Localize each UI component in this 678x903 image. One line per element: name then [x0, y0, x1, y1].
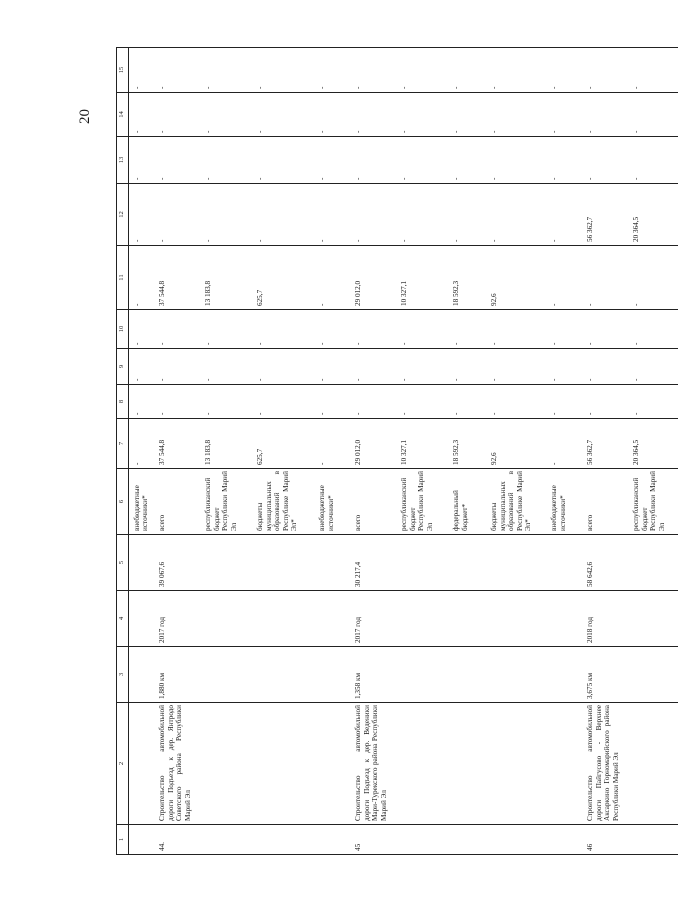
table-cell: -: [546, 385, 582, 419]
table-cell: -: [546, 137, 582, 184]
table-cell: внебюджетные источники*: [546, 469, 582, 535]
table-cell: -: [154, 93, 200, 137]
table-cell: [314, 703, 350, 825]
table-cell: 2017 год: [350, 591, 396, 647]
table-cell: [200, 535, 252, 591]
table-row: [628, 48, 678, 855]
table-cell: -: [350, 137, 396, 184]
table-cell: -: [200, 385, 252, 419]
table-cell: [314, 647, 350, 703]
table-cell: [546, 703, 582, 825]
table-cell: -: [350, 310, 396, 349]
table-header-row: [117, 48, 129, 855]
table-cell: -: [546, 419, 582, 469]
table-cell: [200, 703, 252, 825]
table-row: [128, 48, 154, 855]
table-cell: -: [350, 184, 396, 246]
table-cell: 625,7: [252, 419, 314, 469]
table-cell: 625,7: [252, 246, 314, 310]
table-cell: 30 217,4: [350, 535, 396, 591]
table-cell: [128, 535, 154, 591]
column-number-3: 3: [117, 647, 129, 703]
table-cell: -: [582, 310, 628, 349]
table-cell: -: [128, 93, 154, 137]
table-cell: [396, 825, 448, 855]
table-cell: [448, 591, 486, 647]
table-cell: -: [154, 48, 200, 93]
table-cell: -: [128, 246, 154, 310]
table-cell: 29 012,0: [350, 246, 396, 310]
table-cell: -: [314, 48, 350, 93]
table-cell: -: [154, 184, 200, 246]
table-cell: -: [396, 184, 448, 246]
table-cell: [252, 591, 314, 647]
table-cell: -: [628, 93, 678, 137]
table-row: [448, 48, 486, 855]
table-cell: -: [628, 137, 678, 184]
table-cell: [628, 703, 678, 825]
table-cell: -: [252, 48, 314, 93]
table-cell: бюджеты муниципальных образований в Республике Марий Эл*: [252, 469, 314, 535]
table-cell: 37 544,8: [154, 246, 200, 310]
table-cell: -: [128, 349, 154, 385]
table-cell: -: [314, 137, 350, 184]
table-cell: -: [350, 93, 396, 137]
table-cell: -: [200, 137, 252, 184]
table-cell: 56 362,7: [582, 184, 628, 246]
table-cell: [252, 825, 314, 855]
table-cell: 1,358 км: [350, 647, 396, 703]
table-cell: -: [314, 184, 350, 246]
table-cell: -: [448, 310, 486, 349]
table-cell: 45: [350, 825, 396, 855]
table-cell: бюджеты муниципальных образований в Республике Марий Эл*: [486, 469, 546, 535]
table-cell: -: [628, 48, 678, 93]
table-cell: 2018 год: [582, 591, 628, 647]
table-cell: 18 592,3: [448, 246, 486, 310]
table-cell: -: [128, 184, 154, 246]
table-cell: -: [546, 48, 582, 93]
table-cell: -: [546, 93, 582, 137]
table-cell: Строительство автомобильной дороги Подъезд к дер. Веденики Мари-Турекского района Республики Марий Эл: [350, 703, 396, 825]
column-number-12: 12: [117, 184, 129, 246]
column-number-2: 2: [117, 703, 129, 825]
table-cell: 20 364,5: [628, 419, 678, 469]
table-cell: -: [448, 385, 486, 419]
table-row: [546, 48, 582, 855]
table-cell: всего: [350, 469, 396, 535]
table-cell: [546, 647, 582, 703]
column-number-15: 15: [117, 48, 129, 93]
table-cell: -: [448, 93, 486, 137]
table-cell: [448, 647, 486, 703]
table-cell: [546, 591, 582, 647]
page-number: 20: [77, 109, 93, 124]
table-cell: Строительство автомобильной дороги Подъезд к дер. Янтродо Советского района Республики Марий Эл: [154, 703, 200, 825]
table-cell: 13 183,8: [200, 246, 252, 310]
table-cell: -: [448, 137, 486, 184]
table-cell: 44.: [154, 825, 200, 855]
table-cell: -: [252, 137, 314, 184]
table-cell: -: [628, 246, 678, 310]
table-cell: -: [200, 349, 252, 385]
column-number-1: 1: [117, 825, 129, 855]
table-cell: -: [154, 310, 200, 349]
budget-table: [116, 47, 678, 855]
table-cell: -: [582, 48, 628, 93]
table-cell: -: [448, 48, 486, 93]
table-cell: -: [314, 419, 350, 469]
table-cell: [314, 591, 350, 647]
table-cell: 58 642,6: [582, 535, 628, 591]
table-cell: -: [314, 93, 350, 137]
table-cell: [314, 535, 350, 591]
table-cell: 20 364,5: [628, 184, 678, 246]
table-cell: -: [628, 310, 678, 349]
table-cell: -: [546, 246, 582, 310]
table-cell: -: [154, 349, 200, 385]
table-row: [396, 48, 448, 855]
table-cell: [200, 591, 252, 647]
table-cell: -: [200, 93, 252, 137]
table-cell: -: [128, 385, 154, 419]
table-row: [200, 48, 252, 855]
table-cell: [200, 825, 252, 855]
table-cell: Строительство автомобильной дороги Пайгусово - Верхнее Аксаркино Горномарийского района Республики Марий Эл: [582, 703, 628, 825]
table-cell: -: [396, 349, 448, 385]
table-cell: -: [350, 349, 396, 385]
table-cell: [128, 825, 154, 855]
column-number-11: 11: [117, 246, 129, 310]
table-cell: -: [128, 310, 154, 349]
table-cell: -: [396, 137, 448, 184]
table-cell: [628, 825, 678, 855]
table-row: [154, 48, 200, 855]
table-cell: -: [252, 93, 314, 137]
table-cell: [628, 647, 678, 703]
table-cell: [486, 535, 546, 591]
table-row: [314, 48, 350, 855]
table-cell: -: [154, 137, 200, 184]
table-cell: 13 183,8: [200, 419, 252, 469]
table-cell: -: [200, 48, 252, 93]
table-cell: -: [396, 310, 448, 349]
table-cell: -: [448, 349, 486, 385]
table-cell: [546, 535, 582, 591]
column-number-13: 13: [117, 137, 129, 184]
table-cell: федеральный бюджет*: [448, 469, 486, 535]
table-row: [252, 48, 314, 855]
column-number-6: 6: [117, 469, 129, 535]
column-number-9: 9: [117, 349, 129, 385]
column-number-10: 10: [117, 310, 129, 349]
table-row: [350, 48, 396, 855]
table-cell: [448, 703, 486, 825]
table-row: [582, 48, 628, 855]
table-cell: [252, 647, 314, 703]
table-cell: [486, 591, 546, 647]
table-cell: [628, 591, 678, 647]
table-cell: 18 592,3: [448, 419, 486, 469]
table-cell: 46: [582, 825, 628, 855]
table-cell: -: [350, 48, 396, 93]
table-cell: -: [252, 310, 314, 349]
column-number-5: 5: [117, 535, 129, 591]
table-cell: 92,6: [486, 419, 546, 469]
table-cell: 92,6: [486, 246, 546, 310]
table-cell: 10 327,1: [396, 246, 448, 310]
table-cell: -: [486, 48, 546, 93]
table-cell: 10 327,1: [396, 419, 448, 469]
table-cell: -: [396, 93, 448, 137]
table-row: [486, 48, 546, 855]
table-cell: -: [486, 349, 546, 385]
table-cell: [448, 535, 486, 591]
table-cell: -: [128, 137, 154, 184]
table-cell: [546, 825, 582, 855]
table-cell: республиканский бюджет Республики Марий Эл: [200, 469, 252, 535]
table-cell: -: [128, 419, 154, 469]
table-cell: -: [486, 184, 546, 246]
table-cell: внебюджетные источники*: [314, 469, 350, 535]
column-number-4: 4: [117, 591, 129, 647]
table-cell: республиканский бюджет Республики Марий Эл: [396, 469, 448, 535]
table-cell: -: [252, 385, 314, 419]
table-cell: -: [582, 385, 628, 419]
table-cell: 56 362,7: [582, 419, 628, 469]
table-cell: -: [314, 385, 350, 419]
table-cell: [314, 825, 350, 855]
table-cell: -: [128, 48, 154, 93]
table-cell: -: [582, 246, 628, 310]
table-cell: -: [486, 93, 546, 137]
table-cell: [486, 825, 546, 855]
table-cell: 1,880 км: [154, 647, 200, 703]
table-cell: -: [396, 385, 448, 419]
table-cell: -: [252, 349, 314, 385]
column-number-14: 14: [117, 93, 129, 137]
table-cell: -: [314, 349, 350, 385]
table-cell: -: [200, 310, 252, 349]
table-cell: [486, 703, 546, 825]
table-cell: -: [546, 184, 582, 246]
table-cell: [396, 703, 448, 825]
table-cell: [128, 591, 154, 647]
table-cell: -: [252, 184, 314, 246]
table-cell: -: [582, 93, 628, 137]
table-cell: [128, 647, 154, 703]
table-cell: внебюджетные источники*: [128, 469, 154, 535]
column-number-8: 8: [117, 385, 129, 419]
table-cell: [628, 535, 678, 591]
table-cell: -: [314, 310, 350, 349]
table-cell: -: [546, 310, 582, 349]
table-cell: -: [486, 137, 546, 184]
table-cell: республиканский бюджет Республики Марий Эл: [628, 469, 678, 535]
table-cell: -: [628, 385, 678, 419]
table-cell: всего: [582, 469, 628, 535]
table-cell: [448, 825, 486, 855]
table-cell: -: [582, 349, 628, 385]
table-cell: -: [546, 349, 582, 385]
table-cell: -: [154, 385, 200, 419]
table-cell: 29 012,0: [350, 419, 396, 469]
table-cell: [486, 647, 546, 703]
table-cell: [200, 647, 252, 703]
table-cell: -: [314, 246, 350, 310]
table-cell: [128, 703, 154, 825]
table-cell: -: [448, 184, 486, 246]
table-cell: -: [200, 184, 252, 246]
table-cell: -: [486, 310, 546, 349]
table-cell: -: [486, 385, 546, 419]
table-cell: 2017 год: [154, 591, 200, 647]
table-cell: [252, 703, 314, 825]
column-number-7: 7: [117, 419, 129, 469]
table-cell: всего: [154, 469, 200, 535]
table-cell: 3,675 км: [582, 647, 628, 703]
table-cell: [396, 591, 448, 647]
table-cell: [396, 535, 448, 591]
table-cell: [252, 535, 314, 591]
table-cell: 37 544,8: [154, 419, 200, 469]
table-cell: -: [582, 137, 628, 184]
table-cell: [396, 647, 448, 703]
table-cell: -: [350, 385, 396, 419]
table-cell: 39 067,6: [154, 535, 200, 591]
table-cell: -: [396, 48, 448, 93]
table-cell: -: [628, 349, 678, 385]
